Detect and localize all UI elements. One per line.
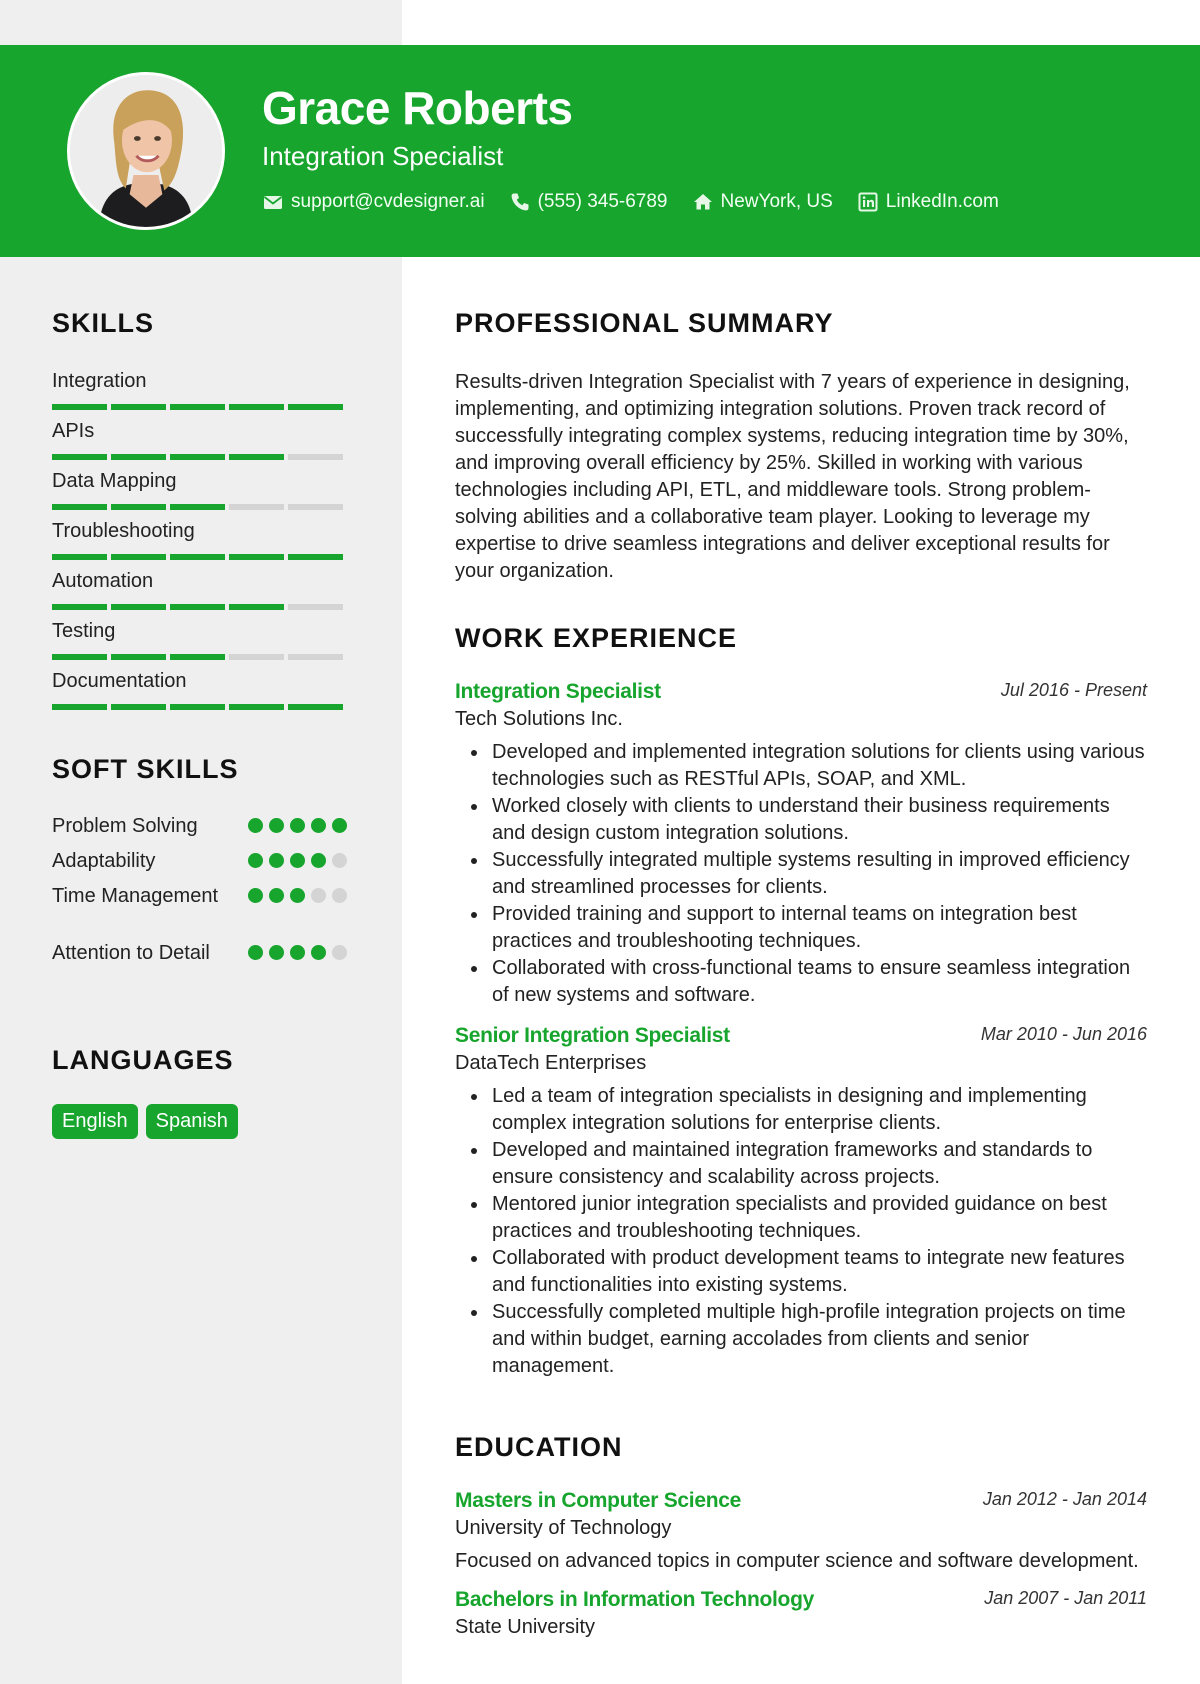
skill-level-segment — [288, 554, 343, 560]
skill-item — [52, 570, 348, 620]
job-bullets — [455, 739, 1147, 1009]
skill-name: Troubleshooting — [52, 520, 195, 542]
job-bullet: Led a team of integration specialists in designing and implementing complex integration solutions for enterprise clients. — [455, 1083, 1147, 1137]
contact-bar — [262, 191, 1023, 213]
soft-skill-rating — [248, 853, 353, 868]
soft-skill-item — [52, 940, 348, 996]
skill-level-segment — [288, 704, 343, 710]
contact-linkedin-text: LinkedIn.com — [885, 191, 999, 212]
skill-level-segment — [52, 404, 107, 410]
skill-level-segment — [229, 654, 284, 660]
job-title: Senior Integration Specialist — [455, 1024, 730, 1047]
skill-level-segment — [229, 404, 284, 410]
skill-level-segment — [52, 704, 107, 710]
skill-level-segment — [170, 654, 225, 660]
skill-name: Integration — [52, 370, 147, 392]
skill-name: APIs — [52, 420, 95, 442]
education-entry — [455, 1588, 1147, 1639]
job-bullet: Provided training and support to internal teams on integration best practices and troubleshooting techniques. — [455, 901, 1147, 955]
rating-dot — [248, 853, 263, 868]
skill-name: Documentation — [52, 670, 187, 692]
job-bullet: Worked closely with clients to understand their business requirements and design custom integration solutions. — [455, 793, 1147, 847]
profile-photo — [70, 75, 222, 227]
skill-level-segment — [52, 554, 107, 560]
skill-level-bar — [52, 604, 347, 610]
job-dates: Mar 2010 - Jun 2016 — [980, 1024, 1147, 1044]
skill-level-segment — [52, 454, 107, 460]
job-dates: Jul 2016 - Present — [1000, 680, 1147, 700]
skill-level-segment — [170, 554, 225, 560]
education-heading: EDUCATION — [455, 1432, 623, 1462]
skill-level-segment — [52, 654, 107, 660]
skill-level-segment — [288, 654, 343, 660]
contact-phone[interactable] — [509, 191, 668, 213]
job-bullet: Mentored junior integration specialists and provided guidance on best practices and troubleshooting techniques. — [455, 1191, 1147, 1245]
skill-level-bar — [52, 654, 347, 660]
skill-level-segment — [229, 554, 284, 560]
rating-dot — [269, 945, 284, 960]
language-badge: English — [52, 1104, 138, 1139]
job-bullet: Successfully completed multiple high-profile integration projects on time and within budget, earning accolades from clients and senior management. — [455, 1299, 1147, 1380]
rating-dot — [311, 888, 326, 903]
skill-level-segment — [111, 404, 166, 410]
contact-phone-text: (555) 345-6789 — [537, 191, 668, 212]
phone-icon — [509, 192, 531, 212]
job-company: DataTech Enterprises — [455, 1052, 647, 1074]
education-dates: Jan 2012 - Jan 2014 — [982, 1489, 1147, 1509]
summary-section — [455, 308, 1147, 585]
rating-dot — [290, 853, 305, 868]
skill-level-segment — [52, 504, 107, 510]
job-title: Integration Specialist — [455, 680, 661, 703]
candidate-title: Integration Specialist — [262, 141, 504, 171]
rating-dot — [290, 888, 305, 903]
envelope-icon — [262, 192, 284, 212]
skill-level-segment — [111, 554, 166, 560]
job-company: Tech Solutions Inc. — [455, 708, 623, 730]
contact-email[interactable] — [262, 191, 485, 213]
job-bullet: Collaborated with product development teams to integrate new features and functionalities into existing systems. — [455, 1245, 1147, 1299]
rating-dot — [248, 888, 263, 903]
rating-dot — [269, 853, 284, 868]
soft-skill-name: Problem Solving — [52, 815, 198, 837]
skill-level-bar — [52, 554, 347, 560]
job-bullet: Collaborated with cross-functional teams to ensure seamless integration of new systems and software. — [455, 955, 1147, 1009]
linkedin-icon — [857, 192, 879, 212]
rating-dot — [332, 818, 347, 833]
skills-heading: SKILLS — [52, 308, 155, 338]
soft-skill-rating — [248, 818, 353, 833]
soft-skill-rating — [248, 945, 353, 960]
skill-level-bar — [52, 404, 347, 410]
job-entry — [455, 1024, 1147, 1380]
skill-name: Testing — [52, 620, 116, 642]
contact-email-text: support@cvdesigner.ai — [291, 191, 485, 212]
skill-level-segment — [288, 604, 343, 610]
skill-name: Automation — [52, 570, 154, 592]
school-name: University of Technology — [455, 1517, 672, 1539]
language-badge: Spanish — [146, 1104, 238, 1139]
job-entry — [455, 680, 1147, 1009]
skill-level-segment — [170, 504, 225, 510]
summary-heading: PROFESSIONAL SUMMARY — [455, 308, 834, 338]
soft-skill-name: Adaptability — [52, 850, 156, 872]
soft-skill-item — [52, 813, 348, 848]
rating-dot — [248, 945, 263, 960]
home-icon — [692, 192, 714, 212]
rating-dot — [311, 853, 326, 868]
soft-skill-item — [52, 883, 348, 940]
degree-title: Masters in Computer Science — [455, 1489, 741, 1512]
rating-dot — [332, 888, 347, 903]
contact-location — [692, 191, 833, 213]
rating-dot — [332, 853, 347, 868]
job-bullet: Developed and maintained integration frameworks and standards to ensure consistency and scalability across projects. — [455, 1137, 1147, 1191]
contact-linkedin[interactable] — [857, 191, 999, 213]
skill-level-segment — [288, 454, 343, 460]
degree-title: Bachelors in Information Technology — [455, 1588, 814, 1611]
rating-dot — [311, 818, 326, 833]
rating-dot — [332, 945, 347, 960]
soft-skills-heading: SOFT SKILLS — [52, 754, 239, 784]
soft-skills-list — [52, 813, 348, 996]
soft-skill-name: Attention to Detail — [52, 942, 210, 964]
skill-level-segment — [52, 604, 107, 610]
skill-level-segment — [170, 404, 225, 410]
soft-skill-name: Time Management — [52, 885, 218, 907]
soft-skill-item — [52, 848, 348, 883]
rating-dot — [290, 818, 305, 833]
job-bullet: Successfully integrated multiple systems resulting in improved efficiency and streamlined processes for clients. — [455, 847, 1147, 901]
rating-dot — [311, 945, 326, 960]
education-description: Focused on advanced topics in computer science and software development. — [455, 1550, 1139, 1572]
skill-name: Data Mapping — [52, 470, 177, 492]
rating-dot — [269, 888, 284, 903]
rating-dot — [290, 945, 305, 960]
header-banner — [0, 45, 1200, 257]
skill-level-segment — [170, 454, 225, 460]
rating-dot — [269, 818, 284, 833]
education-entry — [455, 1489, 1147, 1575]
skill-level-segment — [288, 504, 343, 510]
experience-section — [455, 623, 1147, 1380]
skill-level-segment — [229, 704, 284, 710]
rating-dot — [248, 818, 263, 833]
skill-item — [52, 470, 348, 520]
skill-level-segment — [170, 604, 225, 610]
skill-item — [52, 420, 348, 470]
candidate-name: Grace Roberts — [262, 82, 573, 134]
skill-item — [52, 670, 348, 720]
skill-level-bar — [52, 454, 347, 460]
skill-item — [52, 620, 348, 670]
skill-level-bar — [52, 504, 347, 510]
summary-text: Results-driven Integration Specialist with 7 years of experience in designing, implementing, and optimizing integration solutions. Proven track record of successfully integrating complex systems, reducing integration time by 30%, and improving overall efficiency by 25%. Skilled in working with various technologies including API, ETL, and middleware tools. Strong problem-solving abilities and a collaborative team player. Looking to leverage my expertise to drive seamless integrations and deliver exceptional results for your organization. — [455, 371, 1130, 582]
skill-level-segment — [111, 704, 166, 710]
skills-list — [52, 370, 348, 720]
avatar — [67, 72, 225, 230]
skill-level-segment — [111, 504, 166, 510]
skill-item — [52, 370, 348, 420]
soft-skill-rating — [248, 888, 353, 903]
languages-heading: LANGUAGES — [52, 1045, 234, 1075]
skill-level-segment — [111, 604, 166, 610]
contact-location-text: NewYork, US — [720, 191, 833, 212]
skill-item — [52, 520, 348, 570]
job-bullet: Developed and implemented integration solutions for clients using various technologies such as RESTful APIs, SOAP, and XML. — [455, 739, 1147, 793]
school-name: State University — [455, 1616, 596, 1638]
skill-level-segment — [170, 704, 225, 710]
skill-level-segment — [288, 404, 343, 410]
languages-list — [52, 1104, 246, 1139]
experience-heading: WORK EXPERIENCE — [455, 623, 738, 653]
skill-level-bar — [52, 704, 347, 710]
skill-level-segment — [229, 604, 284, 610]
skill-level-segment — [229, 454, 284, 460]
education-section — [455, 1432, 1147, 1639]
skill-level-segment — [111, 654, 166, 660]
skill-level-segment — [229, 504, 284, 510]
job-bullets — [455, 1083, 1147, 1380]
skill-level-segment — [111, 454, 166, 460]
education-dates: Jan 2007 - Jan 2011 — [984, 1588, 1147, 1608]
